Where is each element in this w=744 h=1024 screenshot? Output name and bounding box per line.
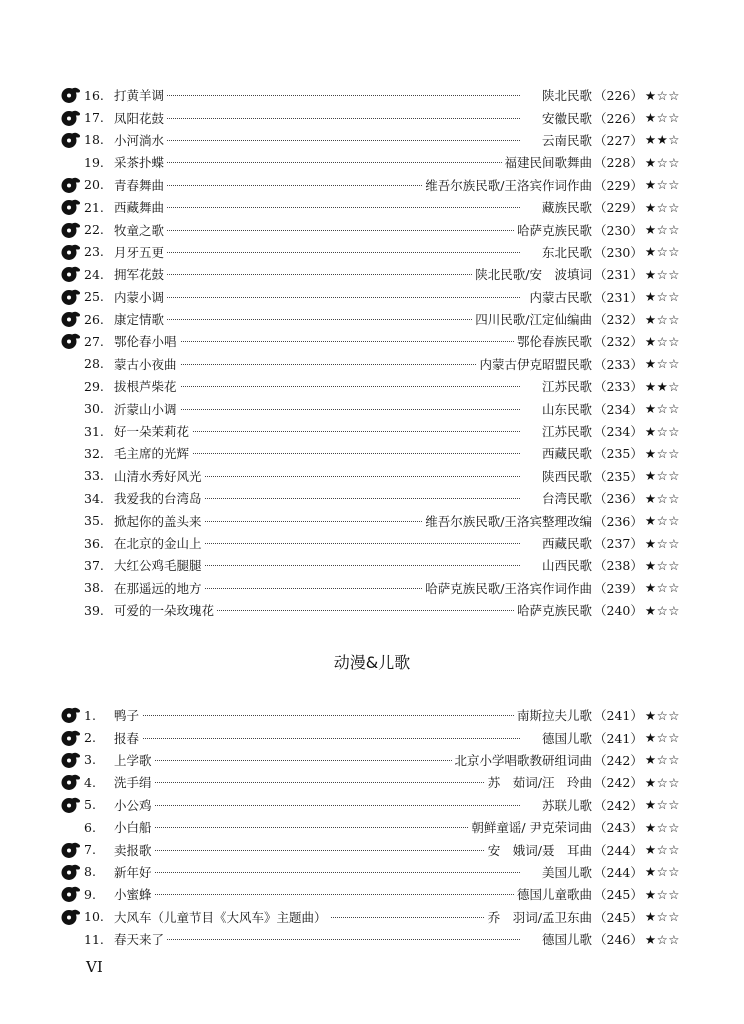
entry-title: 打黄羊调 <box>114 86 167 104</box>
toc-entry[interactable] <box>60 442 680 464</box>
entry-meta <box>539 863 680 881</box>
entry-number: 30. <box>84 401 104 417</box>
entry-meta <box>472 310 680 328</box>
entry-meta <box>539 534 680 552</box>
entry-number: 17. <box>84 110 104 126</box>
entry-page: （235） <box>594 468 643 484</box>
entry-meta <box>539 131 680 149</box>
difficulty-stars: ★☆☆ <box>644 356 680 372</box>
entry-meta <box>485 908 680 926</box>
entry-number: 2. <box>84 730 96 746</box>
entry-page: （242） <box>594 775 643 791</box>
entry-number: 10. <box>84 909 104 925</box>
entry-source: 山西民歌 <box>542 558 593 574</box>
entry-source: 福建民间歌舞曲 <box>504 155 593 171</box>
entry-meta <box>477 355 681 373</box>
entry-page: （230） <box>594 222 643 238</box>
dot-leader <box>114 95 520 96</box>
entry-source: 东北民歌 <box>542 244 593 260</box>
entry-page: （242） <box>594 797 643 813</box>
entry-title: 鄂伦春小唱 <box>114 332 180 350</box>
toc-entry[interactable] <box>60 106 680 128</box>
entry-number: 28. <box>84 356 104 372</box>
dot-leader <box>114 939 520 940</box>
entry-title: 内蒙小调 <box>114 288 167 306</box>
entry-source: 四川民歌/江定仙编曲 <box>475 312 593 328</box>
dot-leader <box>114 118 520 119</box>
entry-title: 小蜜蜂 <box>114 885 155 903</box>
entry-title: 卖报歌 <box>114 841 155 859</box>
toc-entry[interactable] <box>60 816 680 838</box>
toc-entry[interactable] <box>60 151 680 173</box>
entry-source: 苏联儿歌 <box>542 797 593 813</box>
toc-list-folk <box>60 84 680 621</box>
entry-title: 青春舞曲 <box>114 176 167 194</box>
entry-page: （244） <box>594 842 643 858</box>
toc-entry[interactable] <box>60 906 680 928</box>
entry-meta <box>539 796 680 814</box>
entry-meta <box>539 400 680 418</box>
entry-meta <box>422 176 680 194</box>
entry-title: 蒙古小夜曲 <box>114 355 180 373</box>
difficulty-stars: ★☆☆ <box>644 289 680 305</box>
entry-number: 5. <box>84 797 96 813</box>
dot-leader <box>114 850 520 851</box>
entry-number: 31. <box>84 423 104 439</box>
entry-title: 在那遥远的地方 <box>114 579 205 597</box>
difficulty-stars: ★☆☆ <box>644 842 680 858</box>
audio-disc-icon <box>60 907 82 926</box>
entry-page: （229） <box>594 200 643 216</box>
difficulty-stars: ★☆☆ <box>644 752 680 768</box>
entry-title: 牧童之歌 <box>114 221 167 239</box>
audio-disc-icon <box>60 175 82 194</box>
entry-page: （238） <box>594 558 643 574</box>
entry-source: 西藏民歌 <box>542 446 593 462</box>
entry-meta <box>539 556 680 574</box>
difficulty-stars: ★☆☆ <box>644 886 680 902</box>
difficulty-stars: ★☆☆ <box>644 580 680 596</box>
entry-source: 乔 羽词/孟卫东曲 <box>487 909 593 925</box>
dot-leader <box>114 207 520 208</box>
dot-leader <box>114 297 520 298</box>
entry-meta <box>514 706 680 724</box>
entry-page: （233） <box>594 379 643 395</box>
entry-meta <box>539 198 680 216</box>
entry-source: 内蒙古民歌 <box>529 289 593 305</box>
entry-page: （246） <box>594 932 643 948</box>
entry-source: 德国儿歌 <box>542 932 593 948</box>
entry-meta <box>485 841 680 859</box>
entry-page: （231） <box>594 289 643 305</box>
audio-disc-icon <box>60 198 82 217</box>
entry-page: （235） <box>594 446 643 462</box>
entry-meta <box>514 885 680 903</box>
difficulty-stars: ★☆☆ <box>644 535 680 551</box>
entry-source: 南斯拉夫儿歌 <box>517 708 593 724</box>
dot-leader <box>114 252 520 253</box>
toc-entry[interactable] <box>60 554 680 576</box>
entry-source: 陕北民歌 <box>542 88 593 104</box>
entry-meta <box>514 601 680 619</box>
toc-entry[interactable] <box>60 308 680 330</box>
difficulty-stars: ★☆☆ <box>644 864 680 880</box>
audio-disc-icon <box>60 840 82 859</box>
difficulty-stars: ★☆☆ <box>644 490 680 506</box>
entry-page: （233） <box>594 356 643 372</box>
entry-title: 拥军花鼓 <box>114 265 167 283</box>
audio-disc-icon <box>60 287 82 306</box>
entry-title: 凤阳花鼓 <box>114 109 167 127</box>
page-number: VI <box>86 958 103 976</box>
entry-source: 安 娥词/聂 耳曲 <box>487 842 593 858</box>
difficulty-stars: ★☆☆ <box>644 445 680 461</box>
entry-title: 洗手绢 <box>114 773 155 791</box>
entry-title: 在北京的金山上 <box>114 534 205 552</box>
entry-title: 大红公鸡毛腿腿 <box>114 556 205 574</box>
entry-page: （229） <box>594 177 643 193</box>
difficulty-stars: ★☆☆ <box>644 266 680 282</box>
audio-disc-icon <box>60 706 82 725</box>
entry-number: 37. <box>84 557 104 573</box>
entry-page: （242） <box>594 752 643 768</box>
difficulty-stars: ★☆☆ <box>644 199 680 215</box>
entry-page: （234） <box>594 401 643 417</box>
audio-disc-icon <box>60 773 82 792</box>
entry-title: 小河淌水 <box>114 131 167 149</box>
toc-entry[interactable] <box>60 883 680 905</box>
entry-source: 山东民歌 <box>542 401 593 417</box>
dot-leader <box>114 140 520 141</box>
difficulty-stars: ★☆☆ <box>644 177 680 193</box>
entry-title: 新年好 <box>114 863 155 881</box>
entry-title: 山清水秀好风光 <box>114 467 205 485</box>
section-heading: 动漫&儿歌 <box>333 653 411 672</box>
toc-entry[interactable] <box>60 838 680 860</box>
audio-disc-icon <box>60 728 82 747</box>
audio-disc-icon <box>60 130 82 149</box>
entry-page: （244） <box>594 864 643 880</box>
difficulty-stars: ★☆☆ <box>644 87 680 103</box>
entry-page: （230） <box>594 244 643 260</box>
toc-entry[interactable] <box>60 330 680 352</box>
dot-leader <box>114 827 520 828</box>
difficulty-stars: ★☆☆ <box>644 244 680 260</box>
entry-meta <box>485 773 680 791</box>
entry-source: 台湾民歌 <box>542 491 593 507</box>
entry-number: 26. <box>84 311 104 327</box>
entry-source: 陕西民歌 <box>542 468 593 484</box>
entry-meta <box>539 377 680 395</box>
toc-entry[interactable] <box>60 928 680 950</box>
difficulty-stars: ★☆☆ <box>644 774 680 790</box>
entry-page: （237） <box>594 536 643 551</box>
audio-disc-icon <box>60 332 82 351</box>
entry-page: （234） <box>594 424 643 440</box>
entry-meta <box>539 489 680 507</box>
entry-meta <box>472 265 680 283</box>
entry-page: （243） <box>594 820 643 836</box>
entry-source: 德国儿歌 <box>542 730 593 746</box>
entry-page: （236） <box>594 491 643 507</box>
entry-title: 康定情歌 <box>114 310 167 328</box>
entry-meta <box>502 153 681 171</box>
difficulty-stars: ★☆☆ <box>644 468 680 484</box>
entry-page: （245） <box>594 887 643 903</box>
entry-source: 哈萨克族民歌/王洛宾作词作曲 <box>425 580 593 596</box>
difficulty-stars: ★☆☆ <box>644 909 680 925</box>
toc-entry[interactable] <box>60 861 680 883</box>
entry-page: （227） <box>594 132 643 148</box>
entry-number: 23. <box>84 244 104 260</box>
entry-number: 34. <box>84 490 104 506</box>
entry-source: 陕北民歌/安 波填词 <box>475 267 593 283</box>
dot-leader <box>114 805 520 806</box>
difficulty-stars: ★☆☆ <box>644 110 680 126</box>
dot-leader <box>114 715 520 716</box>
difficulty-stars: ★☆☆ <box>644 730 680 746</box>
entry-number: 21. <box>84 199 104 215</box>
entry-source: 哈萨克族民歌 <box>517 222 593 238</box>
entry-source: 朝鲜童谣/ 尹克荣词曲 <box>471 820 593 836</box>
dot-leader <box>114 319 520 320</box>
audio-disc-icon <box>60 108 82 127</box>
toc-entry[interactable] <box>60 771 680 793</box>
entry-meta <box>514 332 680 350</box>
audio-disc-icon <box>60 86 82 105</box>
toc-entry[interactable] <box>60 749 680 771</box>
entry-number: 6. <box>84 819 96 835</box>
entry-page: （241） <box>594 708 643 724</box>
entry-source: 美国儿歌 <box>542 864 593 880</box>
entry-number: 29. <box>84 378 104 394</box>
entry-meta <box>539 109 680 127</box>
entry-title: 鸭子 <box>114 706 142 724</box>
audio-disc-icon <box>60 265 82 284</box>
difficulty-stars: ★☆☆ <box>644 423 680 439</box>
entry-number: 4. <box>84 774 96 790</box>
entry-meta <box>422 512 680 530</box>
entry-number: 36. <box>84 535 104 551</box>
toc-entry[interactable] <box>60 375 680 397</box>
entry-source: 内蒙古伊克昭盟民歌 <box>479 356 593 372</box>
toc-entry[interactable] <box>60 420 680 442</box>
audio-disc-icon <box>60 795 82 814</box>
entry-source: 安徽民歌 <box>542 110 593 126</box>
toc-entry[interactable] <box>60 241 680 263</box>
entry-number: 39. <box>84 602 104 618</box>
entry-source: 苏 茹词/汪 玲曲 <box>487 775 593 791</box>
entry-meta <box>539 444 680 462</box>
difficulty-stars: ★☆☆ <box>644 707 680 723</box>
entry-page: （240） <box>594 603 643 619</box>
toc-entry[interactable] <box>60 704 680 726</box>
entry-source: 北京小学唱歌教研组词曲 <box>454 752 593 768</box>
entry-meta <box>539 467 680 485</box>
entry-title: 毛主席的光辉 <box>114 444 192 462</box>
entry-number: 11. <box>84 931 104 947</box>
difficulty-stars: ★★☆ <box>644 378 680 394</box>
difficulty-stars: ★☆☆ <box>644 222 680 238</box>
entry-page: （241） <box>594 730 643 746</box>
entry-number: 18. <box>84 132 104 148</box>
entry-number: 25. <box>84 289 104 305</box>
entry-number: 22. <box>84 222 104 238</box>
audio-disc-icon <box>60 750 82 769</box>
toc-entry[interactable] <box>60 174 680 196</box>
entry-page: （232） <box>594 312 643 328</box>
dot-leader <box>114 894 520 895</box>
entry-number: 33. <box>84 468 104 484</box>
toc-entry[interactable] <box>60 263 680 285</box>
entry-page: （239） <box>594 580 643 596</box>
entry-number: 19. <box>84 154 104 170</box>
entry-number: 1. <box>84 707 96 723</box>
entry-source: 江苏民歌 <box>542 379 593 395</box>
entry-number: 20. <box>84 177 104 193</box>
entry-number: 8. <box>84 864 96 880</box>
entry-meta <box>539 729 680 747</box>
entry-number: 38. <box>84 580 104 596</box>
entry-title: 西藏舞曲 <box>114 198 167 216</box>
entry-number: 16. <box>84 87 104 103</box>
entry-page: （231） <box>594 267 643 283</box>
entry-title: 我爱我的台湾岛 <box>114 489 205 507</box>
entry-source: 西藏民歌 <box>542 536 593 551</box>
entry-source: 江苏民歌 <box>542 424 593 440</box>
dot-leader <box>114 872 520 873</box>
difficulty-stars: ★☆☆ <box>644 333 680 349</box>
entry-title: 沂蒙山小调 <box>114 400 180 418</box>
toc-entry[interactable] <box>60 465 680 487</box>
dot-leader <box>114 782 520 783</box>
entry-title: 采茶扑蝶 <box>114 153 167 171</box>
entry-meta <box>452 751 681 769</box>
entry-meta <box>539 930 680 948</box>
entry-page: （245） <box>594 909 643 925</box>
entry-title: 小公鸡 <box>114 796 155 814</box>
toc-entry[interactable] <box>60 532 680 554</box>
difficulty-stars: ★☆☆ <box>644 557 680 573</box>
entry-source: 维吾尔族民歌/王洛宾作词作曲 <box>425 177 593 193</box>
toc-entry[interactable] <box>60 353 680 375</box>
entry-meta <box>539 422 680 440</box>
entry-meta <box>539 243 680 261</box>
entry-title: 月牙五更 <box>114 243 167 261</box>
difficulty-stars: ★☆☆ <box>644 931 680 947</box>
audio-disc-icon <box>60 242 82 261</box>
entry-title: 掀起你的盖头来 <box>114 512 205 530</box>
dot-leader <box>114 230 520 231</box>
entry-title: 大风车（儿童节目《大风车》主题曲） <box>114 908 330 926</box>
entry-source: 藏族民歌 <box>542 200 593 216</box>
entry-page: （236） <box>594 513 643 529</box>
difficulty-stars: ★☆☆ <box>644 819 680 835</box>
entry-page: （226） <box>594 88 643 104</box>
entry-page: （228） <box>594 155 643 171</box>
entry-page: （232） <box>594 334 643 350</box>
dot-leader <box>114 162 520 163</box>
entry-source: 德国儿童歌曲 <box>517 887 593 903</box>
toc-entry[interactable] <box>60 509 680 531</box>
audio-disc-icon <box>60 310 82 329</box>
audio-disc-icon <box>60 220 82 239</box>
entry-title: 好一朵茉莉花 <box>114 422 192 440</box>
entry-meta <box>468 818 680 836</box>
entry-title: 可爱的一朵玫瑰花 <box>114 601 217 619</box>
toc-list-kids <box>60 704 680 950</box>
entry-source: 维吾尔族民歌/王洛宾整理改编 <box>425 513 593 529</box>
difficulty-stars: ★☆☆ <box>644 797 680 813</box>
entry-meta <box>527 288 681 306</box>
entry-meta <box>422 579 680 597</box>
difficulty-stars: ★☆☆ <box>644 154 680 170</box>
toc-entry[interactable] <box>60 487 680 509</box>
toc-entry[interactable] <box>60 129 680 151</box>
entry-source: 哈萨克族民歌 <box>517 603 593 619</box>
difficulty-stars: ★☆☆ <box>644 311 680 327</box>
entry-title: 小白船 <box>114 818 155 836</box>
difficulty-stars: ★☆☆ <box>644 513 680 529</box>
difficulty-stars: ★☆☆ <box>644 602 680 618</box>
difficulty-stars: ★☆☆ <box>644 401 680 417</box>
toc-entry[interactable] <box>60 577 680 599</box>
entry-title: 报春 <box>114 729 142 747</box>
audio-disc-icon <box>60 885 82 904</box>
entry-source: 云南民歌 <box>542 132 593 148</box>
entry-title: 春天来了 <box>114 930 167 948</box>
toc-entry[interactable] <box>60 794 680 816</box>
entry-meta <box>539 86 680 104</box>
toc-entry[interactable] <box>60 218 680 240</box>
toc-entry[interactable] <box>60 397 680 419</box>
difficulty-stars: ★★☆ <box>644 132 680 148</box>
entry-number: 24. <box>84 266 104 282</box>
toc-entry[interactable] <box>60 599 680 621</box>
dot-leader <box>114 274 520 275</box>
entry-number: 27. <box>84 333 104 349</box>
audio-disc-icon <box>60 862 82 881</box>
entry-source: 鄂伦春族民歌 <box>517 334 593 350</box>
entry-page: （226） <box>594 110 643 126</box>
entry-title: 上学歌 <box>114 751 155 769</box>
dot-leader <box>114 738 520 739</box>
entry-title: 拔根芦柴花 <box>114 377 180 395</box>
entry-meta <box>514 221 680 239</box>
entry-number: 3. <box>84 752 96 768</box>
toc-entry[interactable] <box>60 196 680 218</box>
entry-number: 35. <box>84 513 104 529</box>
entry-number: 7. <box>84 842 96 858</box>
toc-entry[interactable] <box>60 84 680 106</box>
toc-entry[interactable] <box>60 726 680 748</box>
toc-entry[interactable] <box>60 286 680 308</box>
entry-number: 9. <box>84 886 96 902</box>
entry-number: 32. <box>84 445 104 461</box>
